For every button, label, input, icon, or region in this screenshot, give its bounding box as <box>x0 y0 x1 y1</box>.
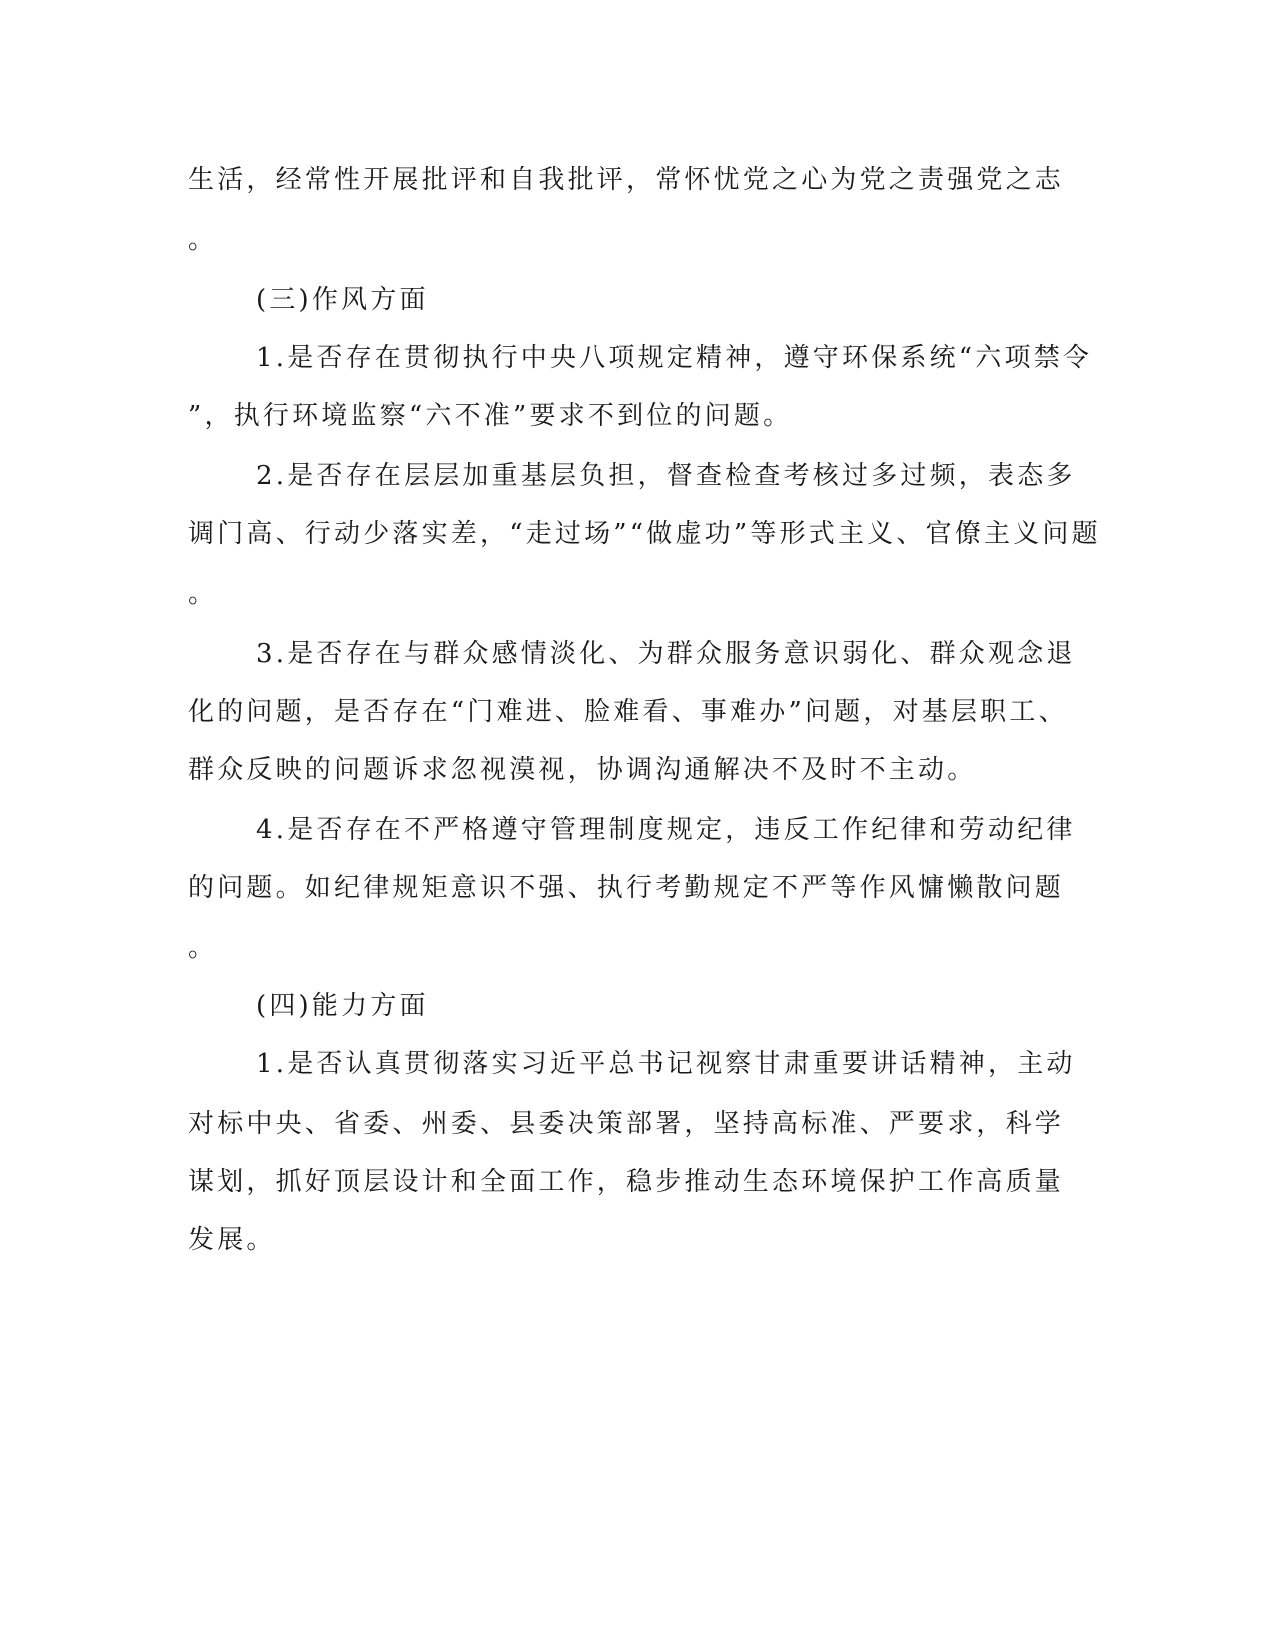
paragraph-line: ”，执行环境监察“六不准”要求不到位的问题。 <box>188 401 793 431</box>
paragraph-line: 4.是否存在不严格遵守管理制度规定，违反工作纪律和劳动纪律 <box>256 815 1076 845</box>
section-heading: (三)作风方面 <box>256 285 429 315</box>
paragraph-line: 1.是否认真贯彻落实习近平总书记视察甘肃重要讲话精神，主动 <box>256 1049 1076 1079</box>
paragraph-line: 发展。 <box>188 1225 276 1255</box>
paragraph-line: 2.是否存在层层加重基层负担，督查检查考核过多过频，表态多 <box>256 461 1076 491</box>
paragraph-line: 1.是否存在贯彻执行中央八项规定精神，遵守环保系统“六项禁令 <box>256 343 1093 373</box>
section-heading: (四)能力方面 <box>256 991 429 1021</box>
paragraph-line: 化的问题，是否存在“门难进、脸难看、事难办”问题，对基层职工、 <box>188 697 1068 727</box>
paragraph-line: 3.是否存在与群众感情淡化、为群众服务意识弱化、群众观念退 <box>256 639 1076 669</box>
paragraph-line: 。 <box>188 579 218 609</box>
paragraph-line: 的问题。如纪律规矩意识不强、执行考勤规定不严等作风慵懒散问题 <box>188 873 1065 903</box>
paragraph-line: 群众反映的问题诉求忽视漠视，协调沟通解决不及时不主动。 <box>188 755 977 785</box>
paragraph-line: 对标中央、省委、州委、县委决策部署，坚持高标准、严要求，科学 <box>188 1109 1065 1139</box>
paragraph-line: 生活，经常性开展批评和自我批评，常怀忧党之心为党之责强党之志 <box>188 165 1065 195</box>
paragraph-line: 。 <box>188 933 218 963</box>
paragraph-line: 调门高、行动少落实差，“走过场”“做虚功”等形式主义、官僚主义问题 <box>188 519 1101 549</box>
paragraph-line: 。 <box>188 225 218 255</box>
paragraph-line: 谋划，抓好顶层设计和全面工作，稳步推动生态环境保护工作高质量 <box>188 1167 1065 1197</box>
